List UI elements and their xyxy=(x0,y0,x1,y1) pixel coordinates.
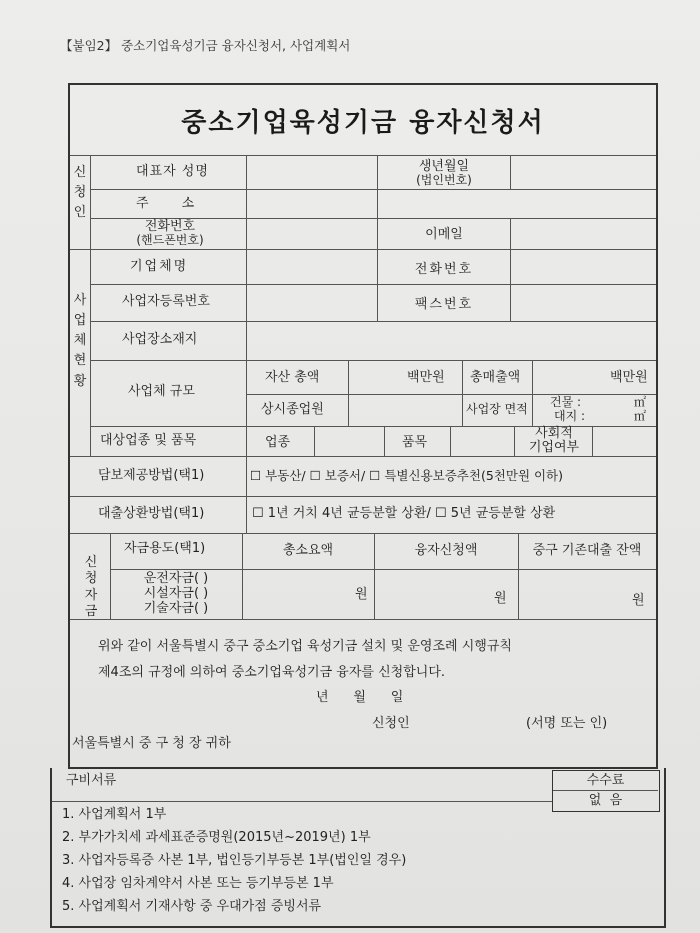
email-label: 이메일 xyxy=(425,227,463,242)
company-phone-label: 전화번호 xyxy=(414,262,474,277)
social-enterprise-sub-label: 기업여부 xyxy=(528,440,580,455)
rule xyxy=(70,155,656,156)
doc-item: 2. 부가가치세 과세표준증명원(2015년~2019년) 1부 xyxy=(62,830,371,845)
building-label: 건물 : xyxy=(550,395,582,409)
birth-label: 생년월일 xyxy=(418,159,470,174)
statement-line-1: 위와 같이 서울특별시 중구 중소기업 육성기금 설치 및 운영조례 시행규칙 xyxy=(98,639,512,654)
operating-fund-label: 운전자금( ) xyxy=(143,571,209,586)
address-label: 주 소 xyxy=(136,196,195,211)
collateral-label: 담보제공방법(택1) xyxy=(98,468,205,483)
rule xyxy=(70,619,656,620)
doc-item: 5. 사업계획서 기재사항 중 우대가점 증빙서류 xyxy=(62,899,322,914)
social-enterprise-label: 사회적 xyxy=(535,426,573,441)
employees-label: 상시종업원 xyxy=(261,402,324,417)
facility-fund-label: 시설자금( ) xyxy=(143,586,209,601)
fee-value: 없 음 xyxy=(588,793,623,808)
unit-million: 백만원 xyxy=(407,370,445,385)
won-unit: 원 xyxy=(494,591,507,606)
total-sales-label: 총매출액 xyxy=(470,370,521,385)
rule xyxy=(348,360,349,426)
rule xyxy=(510,218,511,249)
rule xyxy=(510,155,511,189)
rule xyxy=(70,456,656,457)
funds-section-label: 신 청 자 금 xyxy=(84,555,98,619)
industry-label: 업종 xyxy=(265,435,291,450)
repayment-options[interactable]: ☐ 1년 거치 4년 균등분할 상환/ ☐ 5년 균등분할 상환 xyxy=(252,506,556,521)
won-unit: 원 xyxy=(355,587,368,602)
reg-no-label: 사업자등록번호 xyxy=(122,294,210,309)
rule xyxy=(91,189,656,190)
won-unit: 원 xyxy=(632,593,645,608)
total-required-label: 총소요액 xyxy=(282,543,334,558)
item-label: 품목 xyxy=(402,435,428,450)
doc-item: 1. 사업계획서 1부 xyxy=(62,807,167,822)
rule xyxy=(110,569,656,570)
phone-sub-label: (핸드폰번호) xyxy=(136,233,204,247)
rule xyxy=(70,533,656,534)
company-name-label: 기업체명 xyxy=(130,259,189,274)
rule xyxy=(52,801,552,802)
repayment-label: 대출상환방법(택1) xyxy=(98,506,205,521)
phone-label: 전화번호 xyxy=(144,219,196,234)
rule xyxy=(70,496,656,497)
rule xyxy=(246,155,247,496)
rule xyxy=(462,360,463,426)
statement-line-2: 제4조의 규정에 의하여 중소기업육성기금 융자를 신청합니다. xyxy=(98,665,446,680)
rep-name-label: 대표자 성명 xyxy=(136,164,209,179)
rule xyxy=(592,426,593,456)
land-label: 대지 : xyxy=(554,409,586,423)
required-docs-label: 구비서류 xyxy=(66,773,117,788)
date-line: 년 월 일 xyxy=(316,690,404,705)
rule xyxy=(514,426,515,456)
fund-usage-label: 자금용도(택1) xyxy=(124,541,206,556)
rule xyxy=(246,394,656,395)
form-title: 중소기업육성기금 융자신청서 xyxy=(181,107,545,138)
tech-fund-label: 기술자금( ) xyxy=(143,601,209,616)
rule xyxy=(510,249,511,321)
sqm-unit: ㎡ xyxy=(634,409,647,423)
rule xyxy=(314,426,315,456)
addressee: 서울특별시 중 구 청 장 귀하 xyxy=(72,736,231,751)
rule xyxy=(450,426,451,456)
applicant-sign-label: 신청인 xyxy=(372,716,410,731)
rule xyxy=(553,790,658,791)
site-area-label: 사업장 면적 xyxy=(466,402,528,416)
loan-application-form xyxy=(68,83,658,769)
existing-loan-label: 중구 기존대출 잔액 xyxy=(532,543,642,558)
rule xyxy=(70,249,656,250)
fax-label: 팩스번호 xyxy=(414,297,474,312)
fee-label: 수수료 xyxy=(586,773,625,788)
rule xyxy=(532,360,533,426)
rule xyxy=(384,426,385,456)
scale-label: 사업체 규모 xyxy=(128,384,195,399)
industry-item-label: 대상업종 및 품목 xyxy=(100,433,197,448)
doc-item: 4. 사업장 임차계약서 사본 또는 등기부등본 1부 xyxy=(62,876,334,891)
location-label: 사업장소재지 xyxy=(122,332,198,347)
rule xyxy=(91,284,656,285)
rule xyxy=(91,321,656,322)
business-section-label: 사 업 체 현 황 xyxy=(73,293,87,389)
rule xyxy=(377,249,378,321)
rule xyxy=(90,155,91,457)
sign-note: (서명 또는 인) xyxy=(526,716,608,731)
unit-million: 백만원 xyxy=(610,370,648,385)
rule xyxy=(246,496,247,533)
doc-item: 3. 사업자등록증 사본 1부, 법인등기부등본 1부(법인일 경우) xyxy=(62,853,407,868)
rule xyxy=(91,360,656,361)
rule xyxy=(377,155,378,250)
loan-request-label: 융자신청액 xyxy=(414,543,478,558)
fee-box xyxy=(552,770,660,812)
birth-sub-label: (법인번호) xyxy=(416,173,472,187)
sqm-unit: ㎡ xyxy=(634,395,647,409)
total-assets-label: 자산 총액 xyxy=(265,370,320,385)
attachment-header: 【붙임2】 중소기업육성기금 융자신청서, 사업계획서 xyxy=(60,38,351,53)
applicant-section-label: 신 청 인 xyxy=(73,165,87,221)
collateral-options[interactable]: ☐ 부동산/ ☐ 보증서/ ☐ 특별신용보증추천(5천만원 이하) xyxy=(250,468,564,483)
